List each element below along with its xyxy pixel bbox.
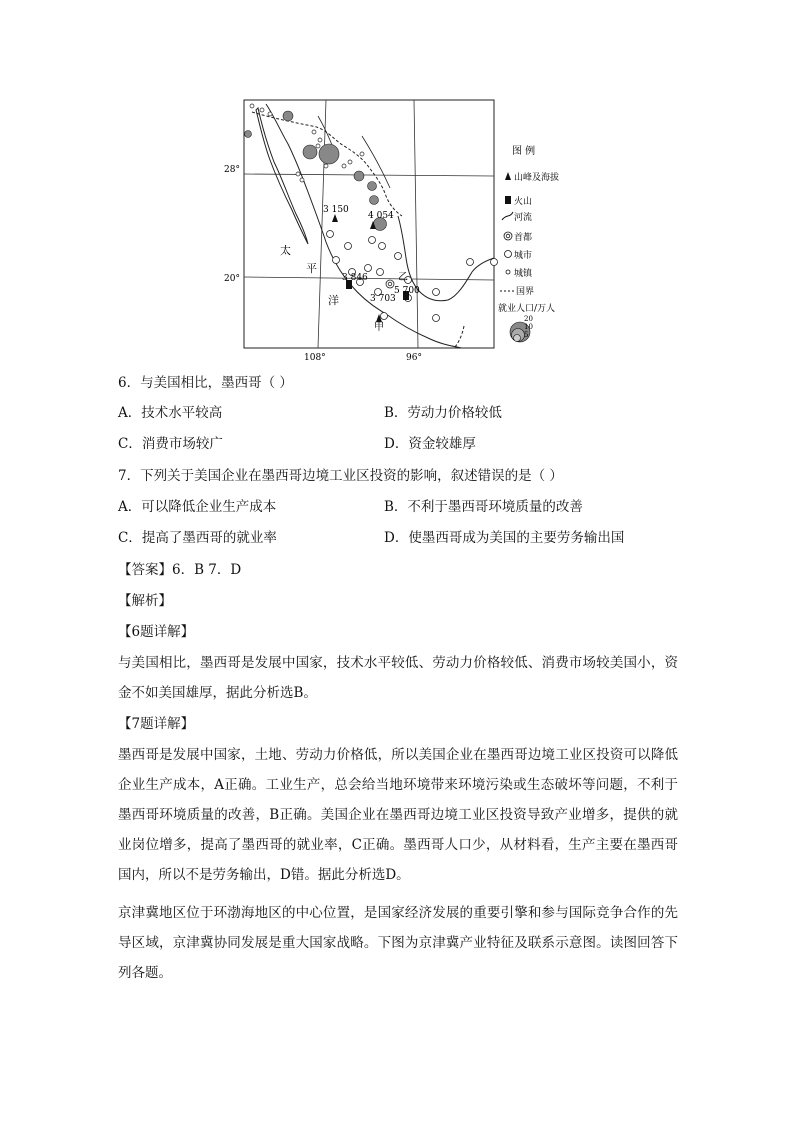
- baja-peninsula: [256, 108, 308, 244]
- q7-option-c: C．提高了墨西哥的就业率: [118, 530, 277, 546]
- legend-item: 山峰及海拔: [514, 173, 560, 183]
- employment-circle: [368, 182, 377, 191]
- river-2: [362, 136, 390, 188]
- answer-line: 【答案】6．B 7．D: [118, 562, 242, 578]
- peak-label: 3 703: [370, 294, 396, 304]
- q7-stem: 7．下列关于美国企业在墨西哥边境工业区投资的影响，叙述错误的是（ ）: [118, 468, 563, 484]
- place-label-yang: 洋: [328, 294, 339, 307]
- map-svg: [222, 96, 582, 364]
- legend-capital-icon: [504, 232, 512, 240]
- legend-item: 城镇: [514, 269, 533, 279]
- q6-option-c: C．消费市场较广: [118, 436, 223, 452]
- latitude-line-20: [244, 277, 494, 280]
- q6-stem: 6．与美国相比，墨西哥（ ）: [118, 375, 293, 391]
- legend-item: 河流: [514, 213, 533, 223]
- q6-option-d: D．资金较雄厚: [384, 436, 476, 452]
- peak-label: 5 700: [394, 286, 420, 296]
- employment-circle: [370, 196, 379, 205]
- q6-option-b: B．劳动力价格较低: [384, 405, 502, 421]
- q7-option-a: A．可以降低企业生产成本: [118, 499, 277, 515]
- peak-icon: [332, 214, 338, 222]
- q7-option-d: D．使墨西哥成为美国的主要劳务输出国: [384, 530, 625, 546]
- q6-detail-heading: 【6题详解】: [118, 624, 195, 640]
- legend-scale-value: 10: [524, 323, 533, 331]
- legend-item: 火山: [514, 197, 533, 207]
- legend-river-icon: [502, 212, 513, 220]
- place-label-yi: 乙: [398, 272, 408, 283]
- place-label-ping: 平: [306, 262, 317, 275]
- q6-detail-text: 与美国相比，墨西哥是发展中国家，技术水平较低、劳动力价格较低、消费市场较美国小，资金不如美国雄厚，据此分析选B。: [118, 655, 678, 701]
- legend-peak-icon: [505, 172, 511, 180]
- employment-circle: [245, 131, 252, 138]
- legend-item: 首都: [514, 233, 533, 243]
- legend-employment-label: 就业人口/万人: [498, 304, 556, 314]
- lat-label-28: 28°: [224, 165, 240, 175]
- longitude-line-108: [318, 100, 326, 348]
- legend-scale-value: 5: [524, 331, 529, 339]
- legend-city-icon: [505, 251, 512, 258]
- employment-circle: [303, 145, 317, 159]
- peak-label: 3 150: [323, 205, 349, 215]
- lon-label-108: 108°: [304, 353, 326, 363]
- lon-label-96: 96°: [406, 353, 422, 363]
- legend-title: 图 例: [512, 146, 536, 157]
- lat-label-20: 20°: [224, 274, 240, 284]
- mexico-map-figure: [222, 96, 582, 364]
- map-legend: [498, 144, 559, 342]
- peak-label: 3 846: [342, 273, 368, 283]
- employment-circle: [354, 171, 364, 181]
- mainland-west-coast: [266, 104, 462, 348]
- longitude-line-96: [414, 100, 418, 348]
- legend-scale-value: 20: [524, 315, 533, 323]
- q6-option-a: A．技术水平较高: [118, 405, 223, 421]
- q7-detail-heading: 【7题详解】: [118, 716, 195, 732]
- legend-town-icon: [506, 270, 510, 274]
- legend-item: 国界: [516, 287, 535, 297]
- legend-item: 城市: [514, 251, 533, 261]
- employment-circle: [319, 144, 339, 164]
- latitude-line-28: [244, 174, 494, 176]
- map-frame: [244, 100, 494, 348]
- place-label-tai: 太: [280, 244, 291, 257]
- guatemala-border: [454, 326, 464, 348]
- peak-label: 4 054: [368, 211, 394, 221]
- legend-volcano-icon: [505, 196, 511, 204]
- intro-text: 京津冀地区位于环渤海地区的中心位置，是国家经济发展的重要引擎和参与国际竞争合作的先导区域，京津冀协同发展是重大国家战略。下图为京津冀产业特征及联系示意图。读图回答下列各题。: [118, 905, 678, 981]
- capital-mexico-city: [386, 280, 394, 288]
- analysis-heading: 【解析】: [118, 593, 172, 609]
- q7-detail-text: 墨西哥是发展中国家，土地、劳动力价格低，所以美国企业在墨西哥边境工业区投资可以降低企业生产成本，A正确。工业生产，总会给当地环境带来环境污染或生态破坏等问题，不利于墨西哥环境质量的改善，B正确。美国企业在墨西哥边境工业区投资导致产业增多，提供的就业岗位增多，提高了墨西哥的就业率，C正确。墨西哥人口少，从材料看，生产主要在墨西哥国内，所以不是劳务输出，D错。据此分析选D。: [118, 747, 678, 883]
- place-label-jia: 甲: [374, 322, 384, 333]
- q7-option-b: B．不利于墨西哥环境质量的改善: [384, 499, 583, 515]
- employment-circle: [283, 111, 293, 121]
